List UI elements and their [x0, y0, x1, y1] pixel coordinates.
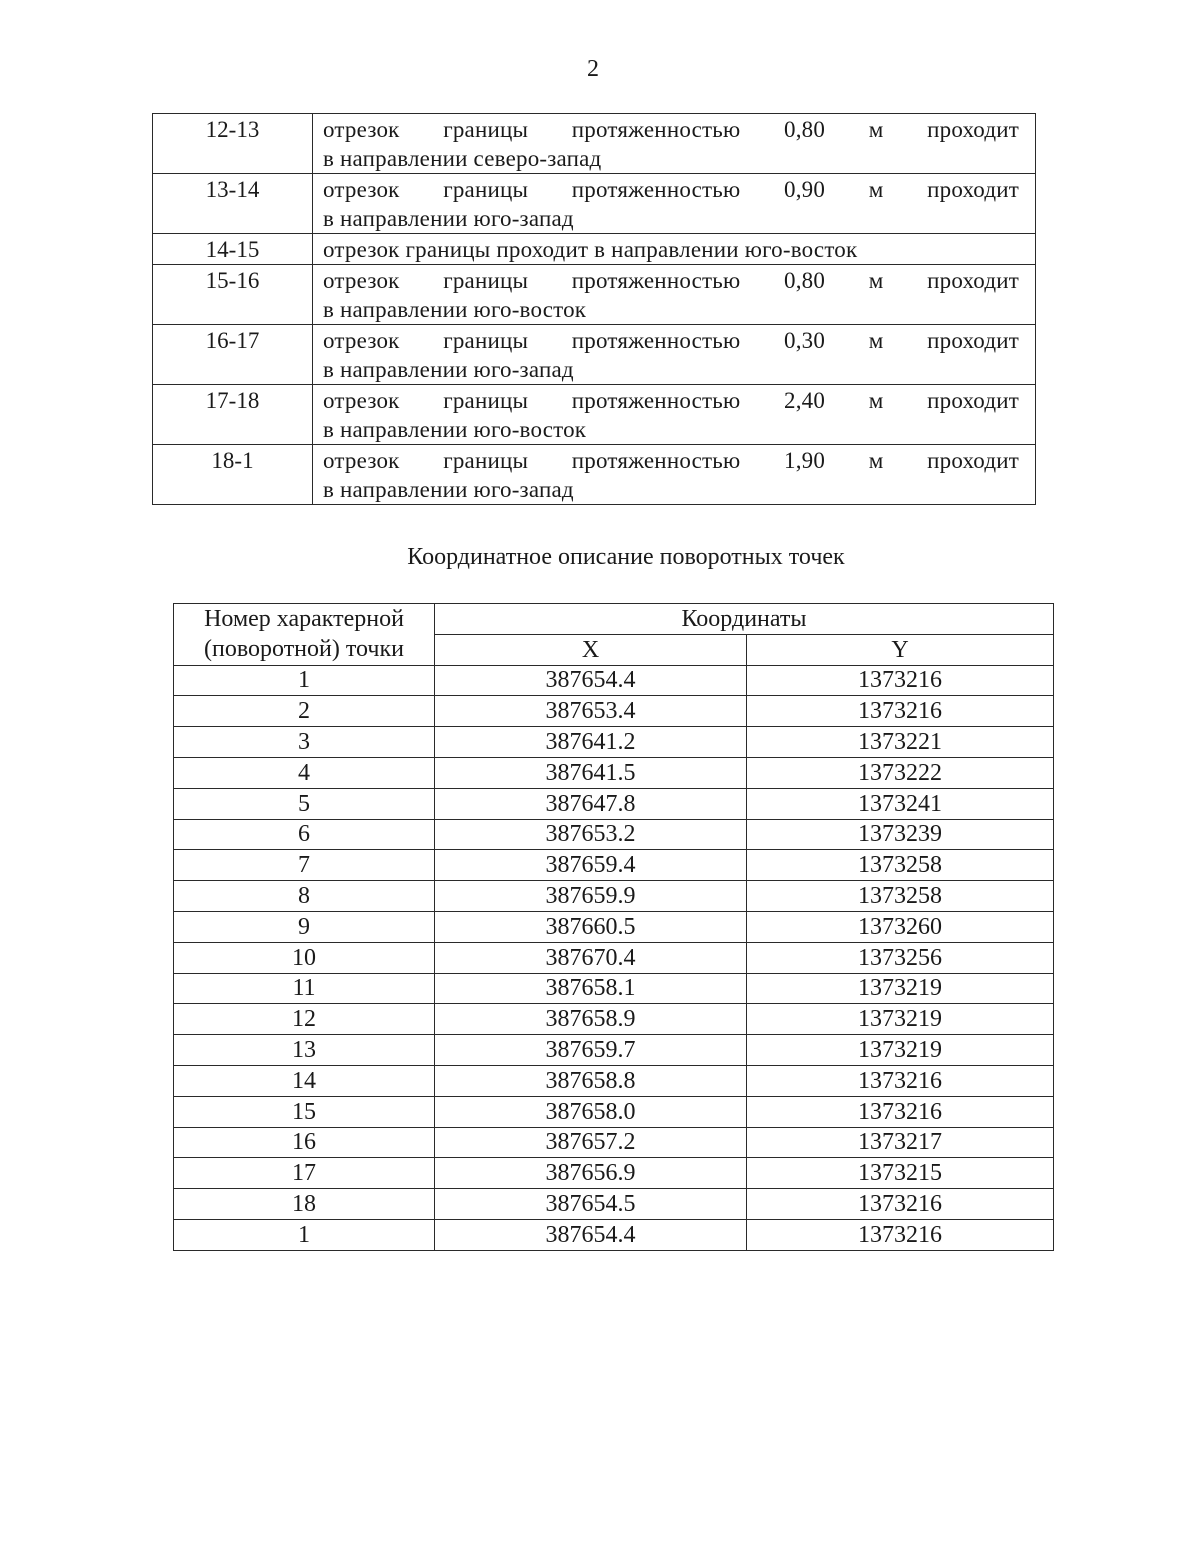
segment-word: проходит — [927, 388, 1019, 413]
y-coordinate-cell: 1373216 — [747, 1219, 1054, 1250]
coords-row — [174, 757, 1054, 788]
x-coordinate-cell: 387657.2 — [435, 1127, 747, 1158]
segment-word: проходит — [927, 268, 1019, 293]
segment-description-line2: в направлении северо-запад — [323, 146, 602, 171]
y-coordinate-cell: 1373258 — [747, 850, 1054, 881]
point-number-cell: 14 — [174, 1065, 435, 1096]
segment-word: проходит — [927, 448, 1019, 473]
coords-row — [174, 973, 1054, 1004]
segment-description-line2: в направлении юго-восток — [323, 297, 587, 322]
segment-description-line1 — [323, 235, 1019, 264]
segment-word: отрезок — [323, 117, 400, 142]
segment-word: м — [868, 448, 884, 473]
segment-word: отрезок — [323, 448, 400, 473]
point-number-cell: 12 — [174, 1004, 435, 1035]
segment-word: м — [868, 117, 884, 142]
segment-description — [313, 174, 1036, 234]
segment-description — [313, 325, 1036, 385]
coords-row — [174, 1127, 1054, 1158]
x-coordinate-cell: 387659.7 — [435, 1035, 747, 1066]
segment-id: 14-15 — [153, 234, 313, 265]
coordinates-table — [173, 603, 1054, 1251]
point-number-header — [174, 604, 435, 666]
x-coordinate-cell: 387658.8 — [435, 1065, 747, 1096]
segment-word: протяженностью — [571, 448, 741, 473]
segment-word: отрезок — [323, 328, 400, 353]
y-coordinate-cell: 1373256 — [747, 942, 1054, 973]
coords-row — [174, 1065, 1054, 1096]
segment-word: отрезок — [323, 388, 400, 413]
segment-row — [153, 114, 1036, 174]
segment-word: 0,80 — [784, 268, 826, 293]
segment-description-line1 — [323, 386, 1019, 415]
segment-row — [153, 445, 1036, 505]
segment-description — [313, 265, 1036, 325]
coords-row — [174, 850, 1054, 881]
x-coordinate-cell: 387659.4 — [435, 850, 747, 881]
segment-word: м — [868, 268, 884, 293]
segment-id: 18-1 — [153, 445, 313, 505]
coords-row — [174, 1158, 1054, 1189]
segment-description — [313, 114, 1036, 174]
point-number-cell: 7 — [174, 850, 435, 881]
segment-word: 2,40 — [784, 388, 826, 413]
point-number-cell: 5 — [174, 788, 435, 819]
x-coordinate-cell: 387658.9 — [435, 1004, 747, 1035]
segment-word: протяженностью — [571, 177, 741, 202]
y-coordinate-cell: 1373216 — [747, 665, 1054, 696]
point-number-cell: 4 — [174, 757, 435, 788]
x-coordinate-cell: 387653.2 — [435, 819, 747, 850]
segment-description-line2: в направлении юго-запад — [323, 357, 574, 382]
y-coordinate-cell: 1373260 — [747, 911, 1054, 942]
segment-id: 12-13 — [153, 114, 313, 174]
coords-row — [174, 881, 1054, 912]
segment-description — [313, 385, 1036, 445]
segment-description-line1 — [323, 266, 1019, 295]
segment-word: проходит — [927, 117, 1019, 142]
segment-word: границы — [443, 117, 529, 142]
segment-word: границы — [443, 328, 529, 353]
y-coordinate-cell: 1373216 — [747, 696, 1054, 727]
segment-description-line1 — [323, 446, 1019, 475]
segment-word: границы — [443, 388, 529, 413]
segment-word: протяженностью — [571, 388, 741, 413]
segment-word: 0,30 — [784, 328, 826, 353]
coords-row — [174, 911, 1054, 942]
y-coordinate-cell: 1373216 — [747, 1189, 1054, 1220]
point-number-cell: 2 — [174, 696, 435, 727]
segment-description-line2: в направлении юго-запад — [323, 206, 574, 231]
x-coordinate-cell: 387656.9 — [435, 1158, 747, 1189]
segment-description-line2: в направлении юго-восток — [323, 417, 587, 442]
point-number-cell: 10 — [174, 942, 435, 973]
page-number: 2 — [587, 56, 599, 82]
point-number-cell: 17 — [174, 1158, 435, 1189]
segment-word: отрезок границы проходит в направлении юго-восток — [323, 237, 858, 262]
point-number-cell: 1 — [174, 665, 435, 696]
segment-word: границы — [443, 177, 529, 202]
segment-description-line1 — [323, 175, 1019, 204]
coords-row — [174, 819, 1054, 850]
x-coordinate-cell: 387658.1 — [435, 973, 747, 1004]
y-coordinate-cell: 1373219 — [747, 1004, 1054, 1035]
coords-row — [174, 665, 1054, 696]
y-coordinate-cell: 1373219 — [747, 1035, 1054, 1066]
y-coordinate-cell: 1373215 — [747, 1158, 1054, 1189]
segment-description — [313, 234, 1036, 265]
segment-word: протяженностью — [571, 268, 741, 293]
point-number-header-line1: Номер характерной — [204, 606, 404, 633]
point-number-cell: 6 — [174, 819, 435, 850]
segment-id: 15-16 — [153, 265, 313, 325]
y-header: Y — [747, 634, 1054, 665]
coords-row — [174, 1189, 1054, 1220]
x-coordinate-cell: 387654.5 — [435, 1189, 747, 1220]
x-header: X — [435, 634, 747, 665]
coords-row — [174, 1096, 1054, 1127]
coords-row — [174, 1004, 1054, 1035]
segment-row — [153, 234, 1036, 265]
coords-row — [174, 942, 1054, 973]
segment-word: отрезок — [323, 177, 400, 202]
coords-row — [174, 1219, 1054, 1250]
segment-word: отрезок — [323, 268, 400, 293]
point-number-cell: 1 — [174, 1219, 435, 1250]
point-number-header-line2: (поворотной) точки — [204, 636, 404, 663]
segment-word: границы — [443, 268, 529, 293]
coords-row — [174, 696, 1054, 727]
y-coordinate-cell: 1373222 — [747, 757, 1054, 788]
segment-id: 16-17 — [153, 325, 313, 385]
segment-word: 0,90 — [784, 177, 826, 202]
point-number-cell: 9 — [174, 911, 435, 942]
y-coordinate-cell: 1373217 — [747, 1127, 1054, 1158]
segment-word: проходит — [927, 328, 1019, 353]
point-number-cell: 18 — [174, 1189, 435, 1220]
segment-id: 17-18 — [153, 385, 313, 445]
x-coordinate-cell: 387659.9 — [435, 881, 747, 912]
segment-description-line1 — [323, 115, 1019, 144]
x-coordinate-cell: 387670.4 — [435, 942, 747, 973]
segment-word: м — [868, 177, 884, 202]
segment-word: 1,90 — [784, 448, 826, 473]
y-coordinate-cell: 1373221 — [747, 727, 1054, 758]
x-coordinate-cell: 387653.4 — [435, 696, 747, 727]
segment-id: 13-14 — [153, 174, 313, 234]
point-number-cell: 13 — [174, 1035, 435, 1066]
x-coordinate-cell: 387647.8 — [435, 788, 747, 819]
x-coordinate-cell: 387641.5 — [435, 757, 747, 788]
segment-row — [153, 174, 1036, 234]
x-coordinate-cell: 387660.5 — [435, 911, 747, 942]
coords-row — [174, 1035, 1054, 1066]
y-coordinate-cell: 1373239 — [747, 819, 1054, 850]
x-coordinate-cell: 387641.2 — [435, 727, 747, 758]
point-number-cell: 3 — [174, 727, 435, 758]
x-coordinate-cell: 387654.4 — [435, 665, 747, 696]
segment-description-line2: в направлении юго-запад — [323, 477, 574, 502]
coords-row — [174, 727, 1054, 758]
boundary-segments-table — [152, 113, 1036, 505]
coords-row — [174, 788, 1054, 819]
y-coordinate-cell: 1373219 — [747, 973, 1054, 1004]
segment-row — [153, 385, 1036, 445]
y-coordinate-cell: 1373241 — [747, 788, 1054, 819]
segment-row — [153, 265, 1036, 325]
segment-row — [153, 325, 1036, 385]
x-coordinate-cell: 387654.4 — [435, 1219, 747, 1250]
x-coordinate-cell: 387658.0 — [435, 1096, 747, 1127]
y-coordinate-cell: 1373216 — [747, 1096, 1054, 1127]
coordinates-caption: Координатное описание поворотных точек — [407, 544, 845, 570]
segment-word: протяженностью — [571, 328, 741, 353]
segment-word: м — [868, 328, 884, 353]
point-number-cell: 15 — [174, 1096, 435, 1127]
point-number-cell: 8 — [174, 881, 435, 912]
point-number-cell: 11 — [174, 973, 435, 1004]
segment-word: проходит — [927, 177, 1019, 202]
y-coordinate-cell: 1373216 — [747, 1065, 1054, 1096]
segment-description — [313, 445, 1036, 505]
segment-word: 0,80 — [784, 117, 826, 142]
point-number-cell: 16 — [174, 1127, 435, 1158]
segment-word: границы — [443, 448, 529, 473]
y-coordinate-cell: 1373258 — [747, 881, 1054, 912]
coordinates-header: Координаты — [435, 604, 1054, 635]
segment-word: протяженностью — [571, 117, 741, 142]
segment-description-line1 — [323, 326, 1019, 355]
segment-word: м — [868, 388, 884, 413]
coords-header-row — [174, 604, 1054, 635]
